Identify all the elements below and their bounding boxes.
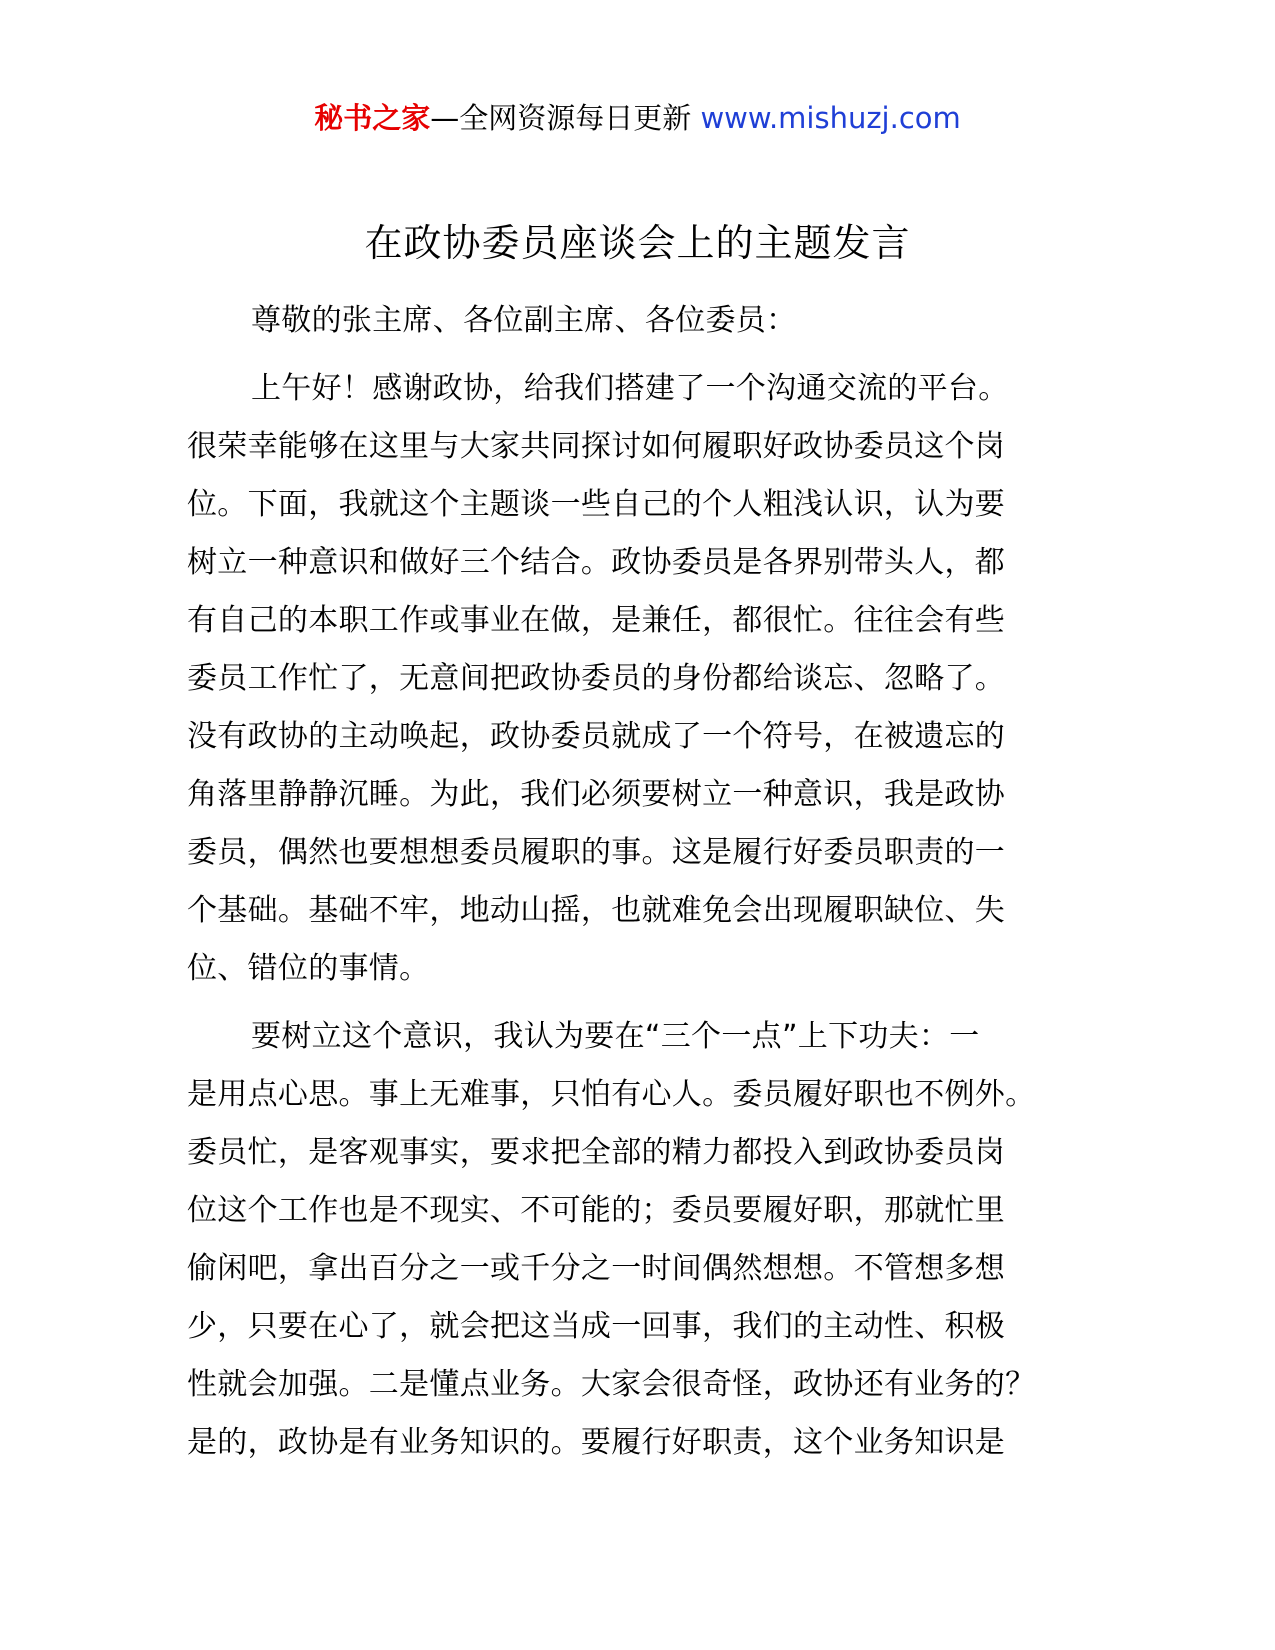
paragraph-2-line: 是用点心思。事上无难事，只怕有心人。委员履好职也不例外。 xyxy=(187,1077,1036,1112)
paragraph-2-line: 偷闲吧，拿出百分之一或千分之一时间偶然想想。不管想多想 xyxy=(187,1251,1006,1286)
paragraph-2-line: 性就会加强。二是懂点业务。大家会很奇怪，政协还有业务的？ xyxy=(187,1367,1036,1402)
document-body xyxy=(187,292,1067,1472)
paragraph-1-line: 有自己的本职工作或事业在做，是兼任，都很忙。往往会有些 xyxy=(187,603,1006,638)
paragraph-2-line: 位这个工作也是不现实、不可能的；委员要履好职，那就忙里 xyxy=(187,1193,1006,1228)
document-title: 在政协委员座谈会上的主题发言 xyxy=(364,221,911,265)
paragraph-1-line: 上午好！感谢政协，给我们搭建了一个沟通交流的平台。 xyxy=(251,371,1009,406)
salutation: 尊敬的张主席、各位副主席、各位委员： xyxy=(251,303,797,338)
paragraph-1-line: 位。下面，我就这个主题谈一些自己的个人粗浅认识，认为要 xyxy=(187,487,1006,522)
paragraph-2-line: 委员忙，是客观事实，要求把全部的精力都投入到政协委员岗 xyxy=(187,1135,1006,1170)
paragraph-1-line: 位、错位的事情。 xyxy=(187,951,430,986)
site-header xyxy=(0,98,1275,138)
paragraph-1-line: 很荣幸能够在这里与大家共同探讨如何履职好政协委员这个岗 xyxy=(187,429,1006,464)
paragraph-1-line: 树立一种意识和做好三个结合。政协委员是各界别带头人，都 xyxy=(187,545,1006,580)
paragraph-2-line: 要树立这个意识，我认为要在“三个一点”上下功夫：一 xyxy=(251,1019,980,1054)
paragraph-2-line: 少，只要在心了，就会把这当成一回事，我们的主动性、积极 xyxy=(187,1309,1006,1344)
paragraph-1-line: 个基础。基础不牢，地动山摇，也就难免会出现履职缺位、失 xyxy=(187,893,1006,928)
paragraph-1-line: 委员，偶然也要想想委员履职的事。这是履行好委员职责的一 xyxy=(187,835,1006,870)
site-url-link[interactable]: www.mishuzj.com xyxy=(700,101,961,135)
brand-name: 秘书之家 xyxy=(314,101,431,135)
paragraph-1-line: 角落里静静沉睡。为此，我们必须要树立一种意识，我是政协 xyxy=(187,777,1006,812)
paragraph-1-line: 没有政协的主动唤起，政协委员就成了一个符号，在被遗忘的 xyxy=(187,719,1006,754)
header-tagline: —全网资源每日更新 xyxy=(430,101,701,135)
paragraph-1-line: 委员工作忙了，无意间把政协委员的身份都给谈忘、忽略了。 xyxy=(187,661,1006,696)
paragraph-2-line: 是的，政协是有业务知识的。要履行好职责，这个业务知识是 xyxy=(187,1425,1006,1460)
